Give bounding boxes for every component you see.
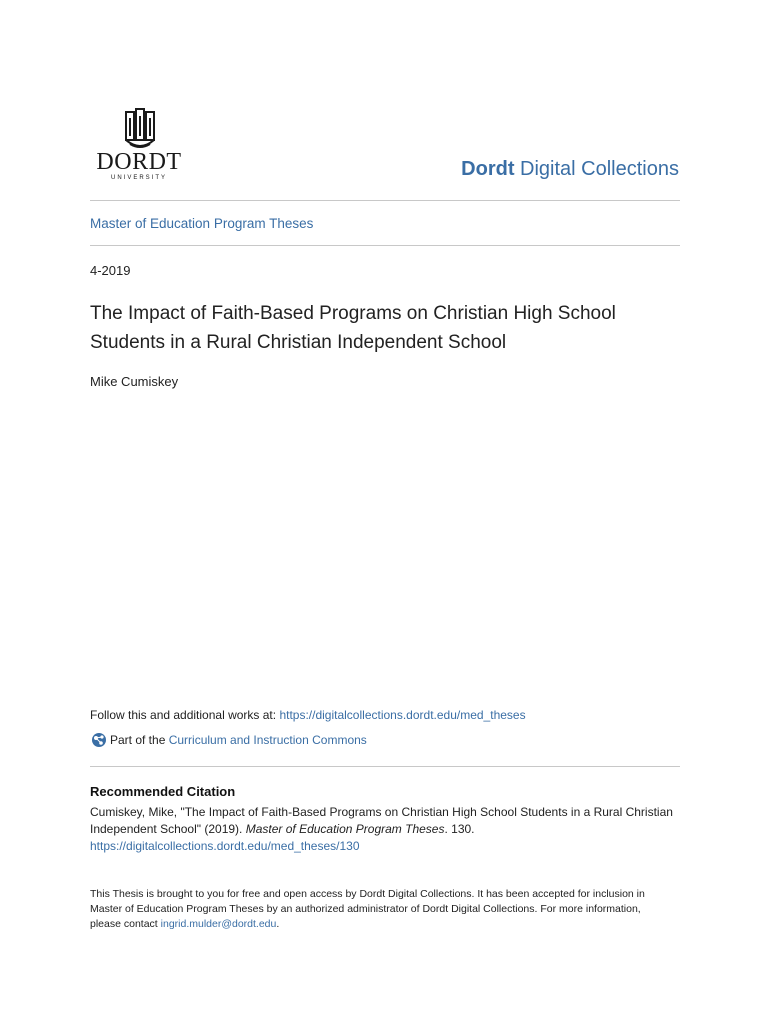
commons-link[interactable]: Curriculum and Instruction Commons (168, 733, 367, 747)
citation-block (90, 804, 680, 855)
citation-divider (90, 766, 680, 767)
repository-name[interactable] (461, 158, 679, 181)
follow-line (90, 708, 526, 722)
header-divider (90, 200, 680, 201)
repository-name-strong: Dordt (461, 158, 515, 180)
publication-date: 4-2019 (90, 263, 131, 278)
citation-journal: Master of Education Program Theses (245, 822, 445, 836)
dordt-university-logo (96, 108, 186, 180)
repository-name-rest: Digital Collections (514, 158, 679, 180)
thesis-title: The Impact of Faith-Based Programs on Christian High School Students in a Rural Christian Independent School (90, 303, 616, 353)
logo-wordmark: DORDT (96, 149, 182, 175)
logo-subtext: UNIVERSITY (110, 175, 167, 181)
notice-text: This Thesis is brought to you for free and open access by Dordt Digital Collections. It has been accepted for inclusion in Master of Education Program Theses by an authorized administrator of Dordt Digital Collections. For more information, please contact (90, 888, 645, 930)
citation-url-link[interactable]: https://digitalcollections.dordt.edu/med_theses/130 (90, 839, 360, 853)
contact-email-link[interactable]: ingrid.mulder@dordt.edu (160, 918, 277, 930)
author-name: Mike Cumiskey (90, 374, 179, 389)
series-link[interactable]: Master of Education Program Theses (90, 216, 314, 231)
series-divider (90, 245, 680, 246)
recommended-citation-heading: Recommended Citation (90, 784, 236, 799)
part-of-line (90, 731, 367, 749)
part-of-prefix: Part of the (110, 733, 166, 747)
dordt-logo-mark (120, 108, 160, 150)
notice-end: . (276, 918, 280, 930)
citation-text: Cumiskey, Mike, "The Impact of Faith-Based Programs on Christian High School Students in a Rural Christian Independent School" (2019). (90, 805, 673, 836)
access-notice (90, 887, 670, 932)
follow-url-link[interactable]: https://digitalcollections.dordt.edu/med_theses (279, 708, 526, 722)
follow-text: Follow this and additional works at: (90, 708, 280, 722)
network-icon (90, 731, 108, 749)
citation-number: . 130. (444, 822, 475, 836)
